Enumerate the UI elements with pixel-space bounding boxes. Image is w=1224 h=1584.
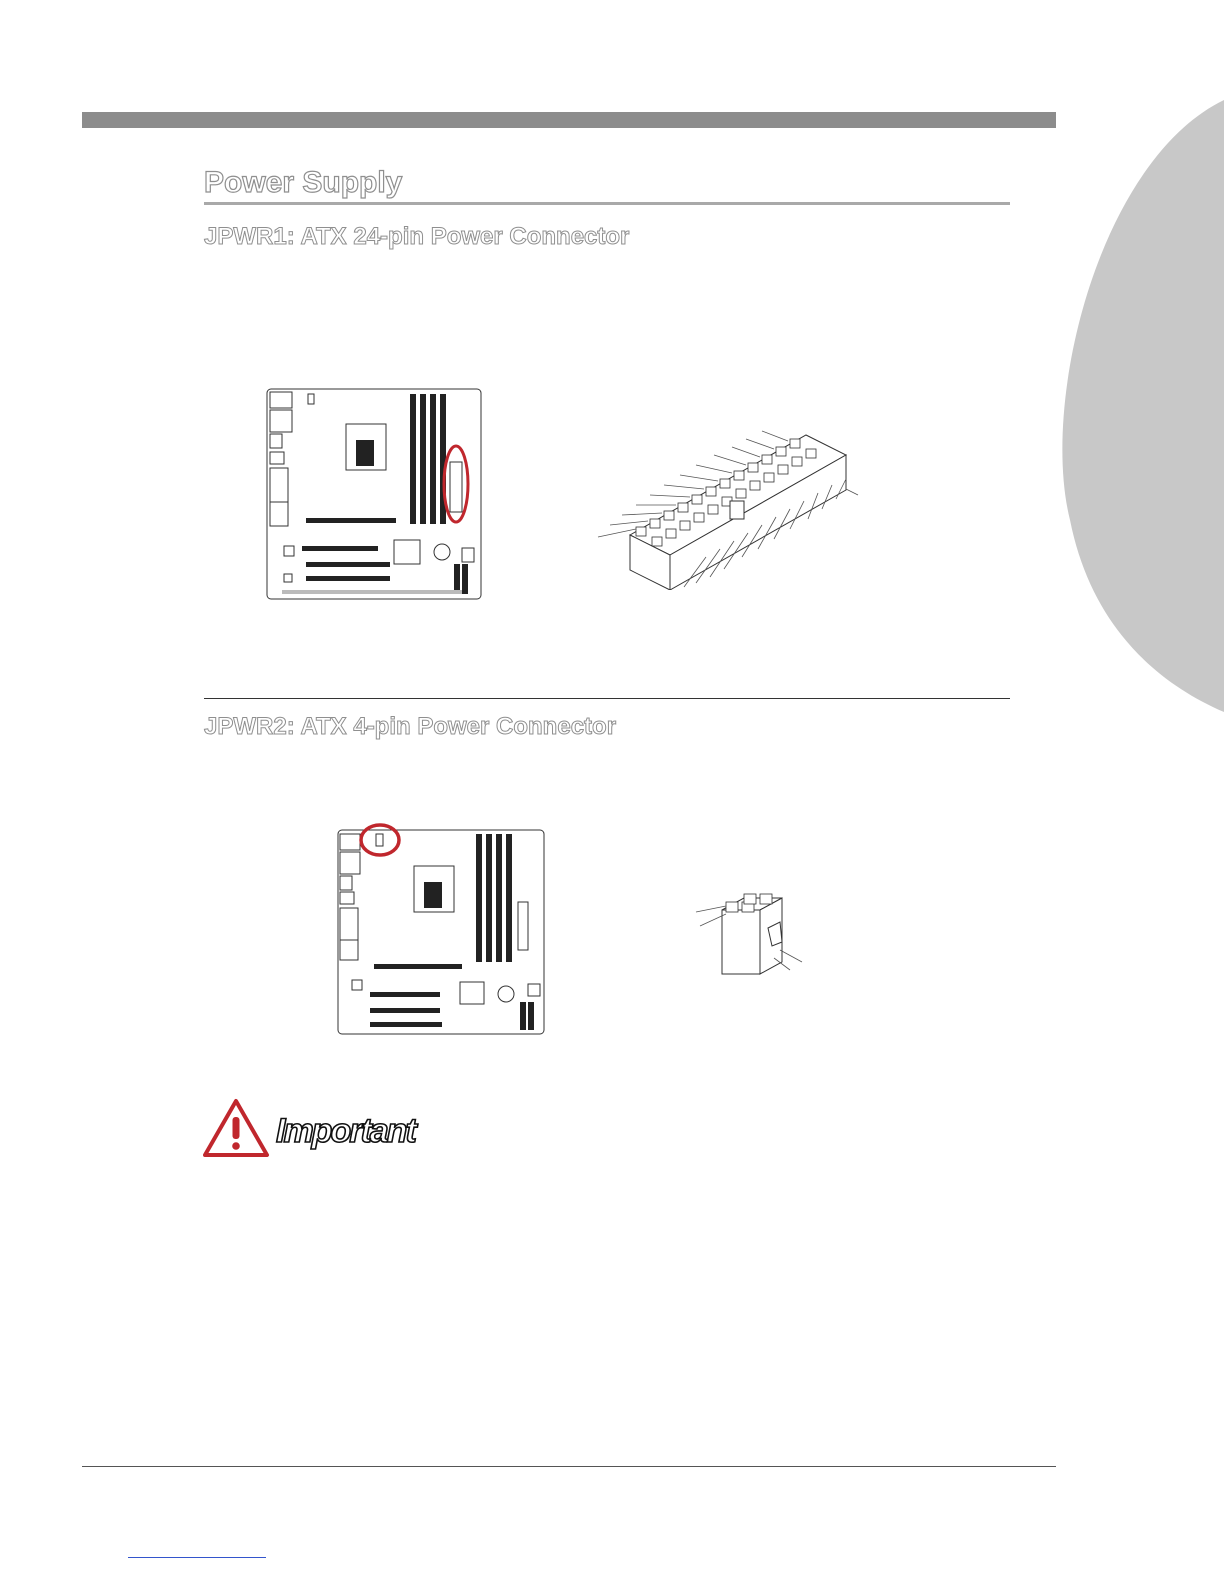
jpwr1-title: JPWR1: ATX 24-pin Power Connector xyxy=(204,223,630,250)
header-bar xyxy=(82,112,1056,128)
section-title: Power Supply xyxy=(204,166,403,199)
important-label: Important xyxy=(276,1112,415,1150)
atx-24pin-connector-diagram xyxy=(596,425,866,590)
motherboard-diagram-jpwr2 xyxy=(336,822,546,1036)
section-divider xyxy=(204,698,1010,699)
chapter-side-tab xyxy=(1060,100,1224,712)
title-underline xyxy=(204,202,1010,205)
footer-rule xyxy=(82,1466,1056,1467)
jpwr2-title: JPWR2: ATX 4-pin Power Connector xyxy=(204,713,617,740)
footer-link-underline xyxy=(128,1557,266,1558)
atx-4pin-connector-diagram xyxy=(694,892,814,976)
motherboard-diagram-jpwr1 xyxy=(266,388,482,600)
warning-icon xyxy=(202,1098,270,1158)
